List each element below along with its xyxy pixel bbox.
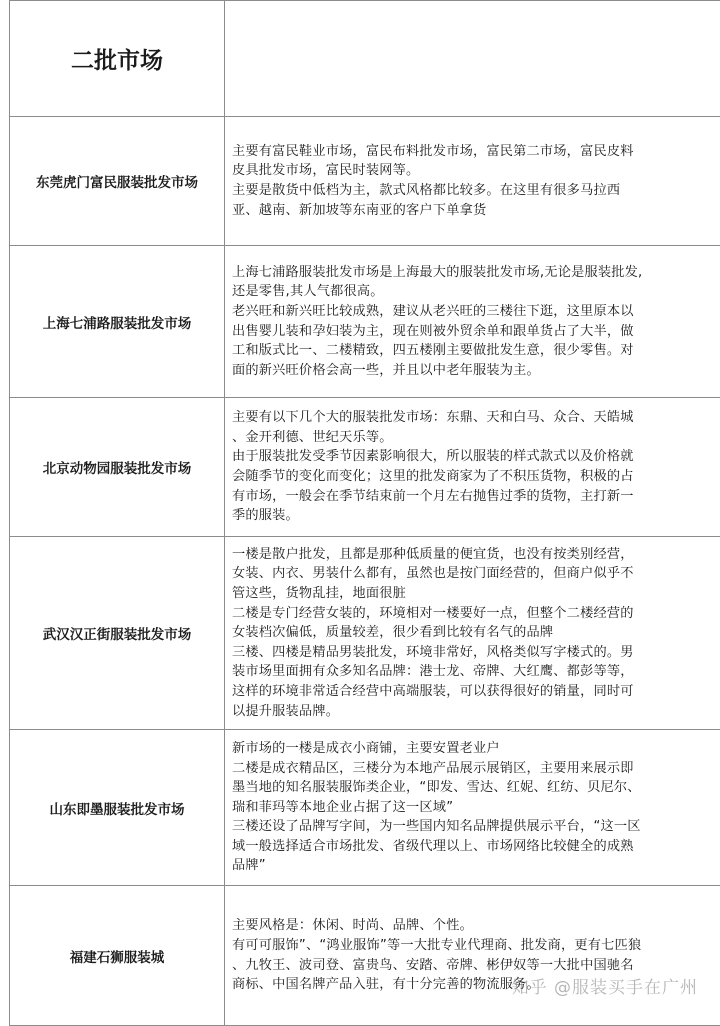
description-line: 装市场里面拥有众多知名品牌：港士龙、帝牌、大红鹰、都彭等等，	[232, 662, 720, 682]
description-line: 女装档次偏低，质量较差，很少看到比较有名气的品牌	[232, 623, 720, 643]
description-line: 有可可服饰”、“鸿业服饰”等一大批专业代理商、批发商，更有七匹狼	[232, 936, 720, 956]
description-line: 主要有富民鞋业市场，富民布料批发市场，富民第二市场，富民皮料	[232, 142, 720, 162]
description-line: 女装、内衣、男装什么都有，虽然也是按门面经营的，但商户似乎不	[232, 564, 720, 584]
market-description	[225, 117, 720, 246]
description-line: 皮具批发市场，富民时装网等。	[232, 161, 720, 181]
description-line: 工和版式比一、二楼精致，四五楼刚主要做批发生意，很少零售。对	[232, 341, 720, 361]
market-description	[225, 730, 720, 886]
table-row	[10, 246, 720, 398]
description-line: 管这些，货物乱挂，地面很脏	[232, 584, 720, 604]
table-header-empty-cell	[225, 1, 720, 117]
description-line: 会随季节的变化而变化；这里的批发商家为了不积压货物，积极的占	[232, 467, 720, 487]
description-line: 新市场的一楼是成衣小商铺，主要安置老业户	[232, 739, 720, 759]
table-row	[10, 117, 720, 246]
description-line: 瑞和菲玛等本地企业占据了这一区域”	[232, 798, 720, 818]
description-line: 主要是散货中低档为主，款式风格都比较多。在这里有很多马拉西	[232, 181, 720, 201]
description-line: 还是零售,其人气都很高。	[232, 282, 720, 302]
description-line: 品牌”	[232, 856, 720, 876]
table-row	[10, 886, 720, 1026]
description-line: 老兴旺和新兴旺比较成熟，建议从老兴旺的三楼往下逛，这里原本以	[232, 302, 720, 322]
description-line: 二楼是成衣精品区，三楼分为本地产品展示展销区，主要用来展示即	[232, 759, 720, 779]
table-header-row	[10, 1, 720, 117]
market-name: 上海七浦路服装批发市场	[10, 246, 225, 398]
description-line: 出售婴儿装和孕妇装为主，现在则被外贸余单和跟单货占了大半，做	[232, 322, 720, 342]
market-description	[225, 398, 720, 537]
market-table	[9, 0, 720, 1026]
market-description	[225, 246, 720, 398]
table-row	[10, 537, 720, 730]
market-description	[225, 886, 720, 1026]
market-name: 山东即墨服装批发市场	[10, 730, 225, 886]
description-line: 这样的环境非常适合经营中高端服装，可以获得很好的销量，同时可	[232, 682, 720, 702]
description-line: 域一般选择适合市场批发、省级代理以上、市场网络比较健全的成熟	[232, 837, 720, 857]
description-line: 亚、越南、新加坡等东南亚的客户下单拿货	[232, 201, 720, 221]
description-line: 以提升服装品牌。	[232, 702, 720, 722]
table-row	[10, 730, 720, 886]
description-line: 主要风格是：休闲、时尚、品牌、个性。	[232, 916, 720, 936]
description-line: 有市场，一般会在季节结束前一个月左右抛售过季的货物，主打新一	[232, 487, 720, 507]
description-line: 、九牧王、波司登、富贵鸟、安踏、帝牌、彬伊奴等一大批中国驰名	[232, 956, 720, 976]
market-name: 北京动物园服装批发市场	[10, 398, 225, 537]
description-line: 一楼是散户批发，且都是那种低质量的便宜货，也没有按类别经营，	[232, 545, 720, 565]
market-name: 武汉汉正街服装批发市场	[10, 537, 225, 730]
description-line: 由于服装批发受季节因素影响很大，所以服装的样式款式以及价格就	[232, 447, 720, 467]
description-line: 三楼、四楼是精品男装批发，环境非常好，风格类似写字楼式的。男	[232, 643, 720, 663]
table-title: 二批市场	[10, 1, 225, 117]
market-name: 福建石狮服装城	[10, 886, 225, 1026]
description-line: 上海七浦路服装批发市场是上海最大的服装批发市场,无论是服装批发,	[232, 263, 720, 283]
description-line: 墨当地的知名服装服饰类企业，“即发、雪达、红妮、红纺、贝尼尔、	[232, 778, 720, 798]
market-description	[225, 537, 720, 730]
description-line: 三楼还设了品牌写字间，为一些国内知名品牌提供展示平台，“这一区	[232, 817, 720, 837]
market-name: 东莞虎门富民服装批发市场	[10, 117, 225, 246]
table-row	[10, 398, 720, 537]
description-line: 二楼是专门经营女装的，环境相对一楼要好一点，但整个二楼经营的	[232, 604, 720, 624]
description-line: 季的服装。	[232, 506, 720, 526]
description-line: 面的新兴旺价格会高一些，并且以中老年服装为主。	[232, 361, 720, 381]
description-line: 、金开利德、世纪天乐等。	[232, 428, 720, 448]
description-line: 商标、中国名牌产品入驻，有十分完善的物流服务。	[232, 975, 720, 995]
watermark: 知乎 @服装买手在广州	[512, 973, 698, 998]
description-line: 主要有以下几个大的服装批发市场：东鼎、天和白马、众合、天皓城	[232, 408, 720, 428]
